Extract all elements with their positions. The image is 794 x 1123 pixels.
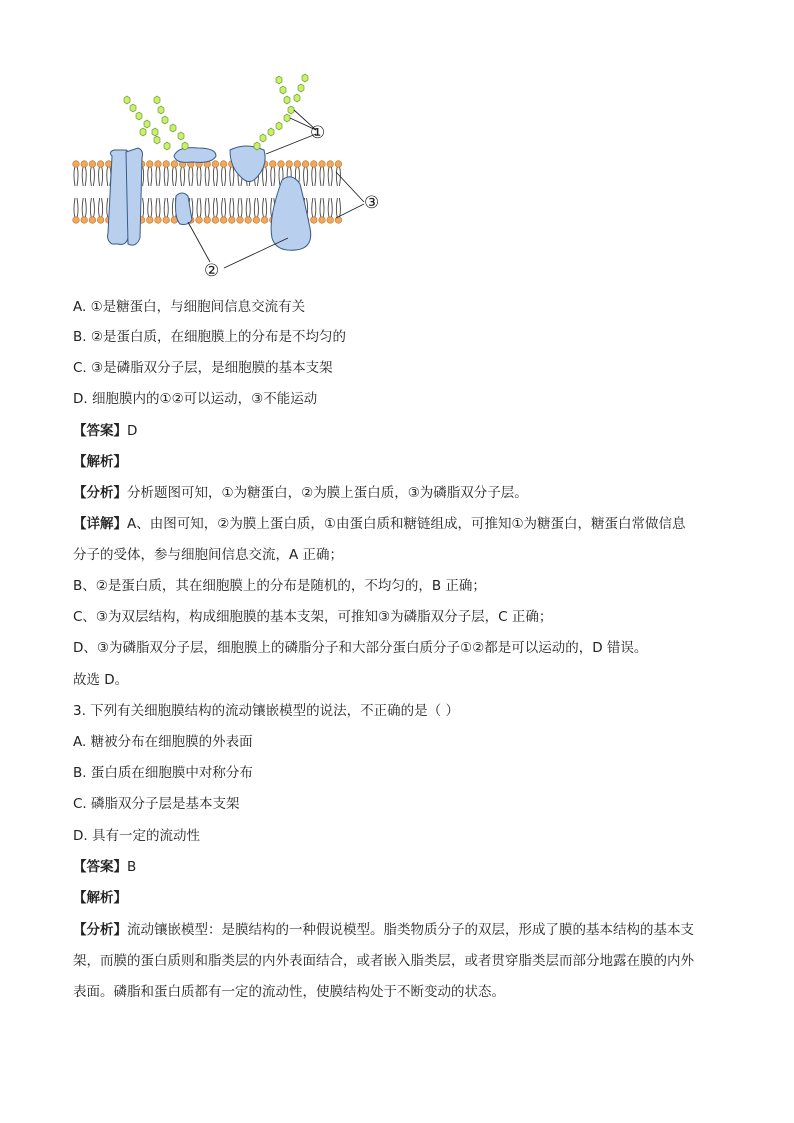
q2-option-d: D. 细胞膜内的①②可以运动，③不能运动 xyxy=(73,391,318,407)
q2-conclusion: 故选 D。 xyxy=(73,672,129,688)
label-1: ① xyxy=(310,123,326,143)
q2-answer-tag: 【答案】 xyxy=(73,423,127,439)
q2-xiangjie-2: 分子的受体，参与细胞间信息交流，A 正确； xyxy=(73,547,344,563)
q3-answer: B xyxy=(127,859,137,875)
peripheral-protein xyxy=(174,148,216,163)
channel-protein-2 xyxy=(126,148,143,245)
q3-option-d: D. 具有一定的流动性 xyxy=(73,828,200,844)
q3-fenxi-tag: 【分析】 xyxy=(73,922,127,938)
q3-fenxi-line xyxy=(73,920,694,940)
embedded-protein-small xyxy=(176,193,193,225)
q2-xiangjie-1: A、由图可知，②为膜上蛋白质，①由蛋白质和糖链组成，可推知①为糖蛋白，糖蛋白常做信息 xyxy=(127,516,686,532)
q3-option-b: B. 蛋白质在细胞膜中对称分布 xyxy=(73,765,253,781)
q2-line-b: B、②是蛋白质，其在细胞膜上的分布是随机的，不均匀的，B 正确； xyxy=(73,578,486,594)
q2-fenxi-tag: 【分析】 xyxy=(73,485,127,501)
sugar-chain-left xyxy=(124,96,188,150)
q2-xiangjie-line xyxy=(73,514,686,534)
label-2: ② xyxy=(204,261,220,281)
q2-option-c: C. ③是磷脂双分子层，是细胞膜的基本支架 xyxy=(73,360,333,376)
q3-answer-tag: 【答案】 xyxy=(73,859,127,875)
membrane-diagram xyxy=(70,68,390,283)
q3-jiexi: 【解析】 xyxy=(73,890,127,906)
q3-fenxi-1: 流动镶嵌模型：是膜结构的一种假说模型。脂类物质分子的双层，形成了膜的基本结构的基本支 xyxy=(127,922,694,938)
q3-fenxi-3: 表面。磷脂和蛋白质都有一定的流动性，使膜结构处于不断变动的状态。 xyxy=(73,984,505,1000)
q2-fenxi: 分析题图可知，①为糖蛋白，②为膜上蛋白质，③为磷脂双分子层。 xyxy=(127,485,528,501)
sugar-chain-right xyxy=(254,74,308,150)
q3-option-c: C. 磷脂双分子层是基本支架 xyxy=(73,796,240,812)
label-3: ③ xyxy=(364,193,380,213)
q2-answer: D xyxy=(127,423,138,439)
q2-fenxi-line xyxy=(73,483,528,503)
membrane-figure xyxy=(70,68,390,283)
q2-answer-line xyxy=(73,421,137,441)
q3-answer-line xyxy=(73,857,136,877)
q2-xiangjie-tag: 【详解】 xyxy=(73,516,127,532)
q3-stem: 3. 下列有关细胞膜结构的流动镶嵌模型的说法，不正确的是（ ） xyxy=(73,703,459,719)
q2-line-d: D、③为磷脂双分子层，细胞膜上的磷脂分子和大部分蛋白质分子①②都是可以运动的，D 错误。 xyxy=(73,640,648,656)
q2-option-b: B. ②是蛋白质，在细胞膜上的分布是不均匀的 xyxy=(73,329,346,345)
q2-line-c: C、③为双层结构，构成细胞膜的基本支架，可推知③为磷脂双分子层，C 正确； xyxy=(73,609,553,625)
glycoprotein-protein xyxy=(230,146,265,182)
q2-jiexi: 【解析】 xyxy=(73,454,127,470)
embedded-protein-large xyxy=(271,177,311,250)
q3-option-a: A. 糖被分布在细胞膜的外表面 xyxy=(73,734,253,750)
q2-option-a: A. ①是糖蛋白，与细胞间信息交流有关 xyxy=(73,299,306,315)
q3-fenxi-2: 架，而膜的蛋白质则和脂类层的内外表面结合，或者嵌入脂类层，或者贯穿脂类层而部分地露在膜的内外 xyxy=(73,953,694,969)
